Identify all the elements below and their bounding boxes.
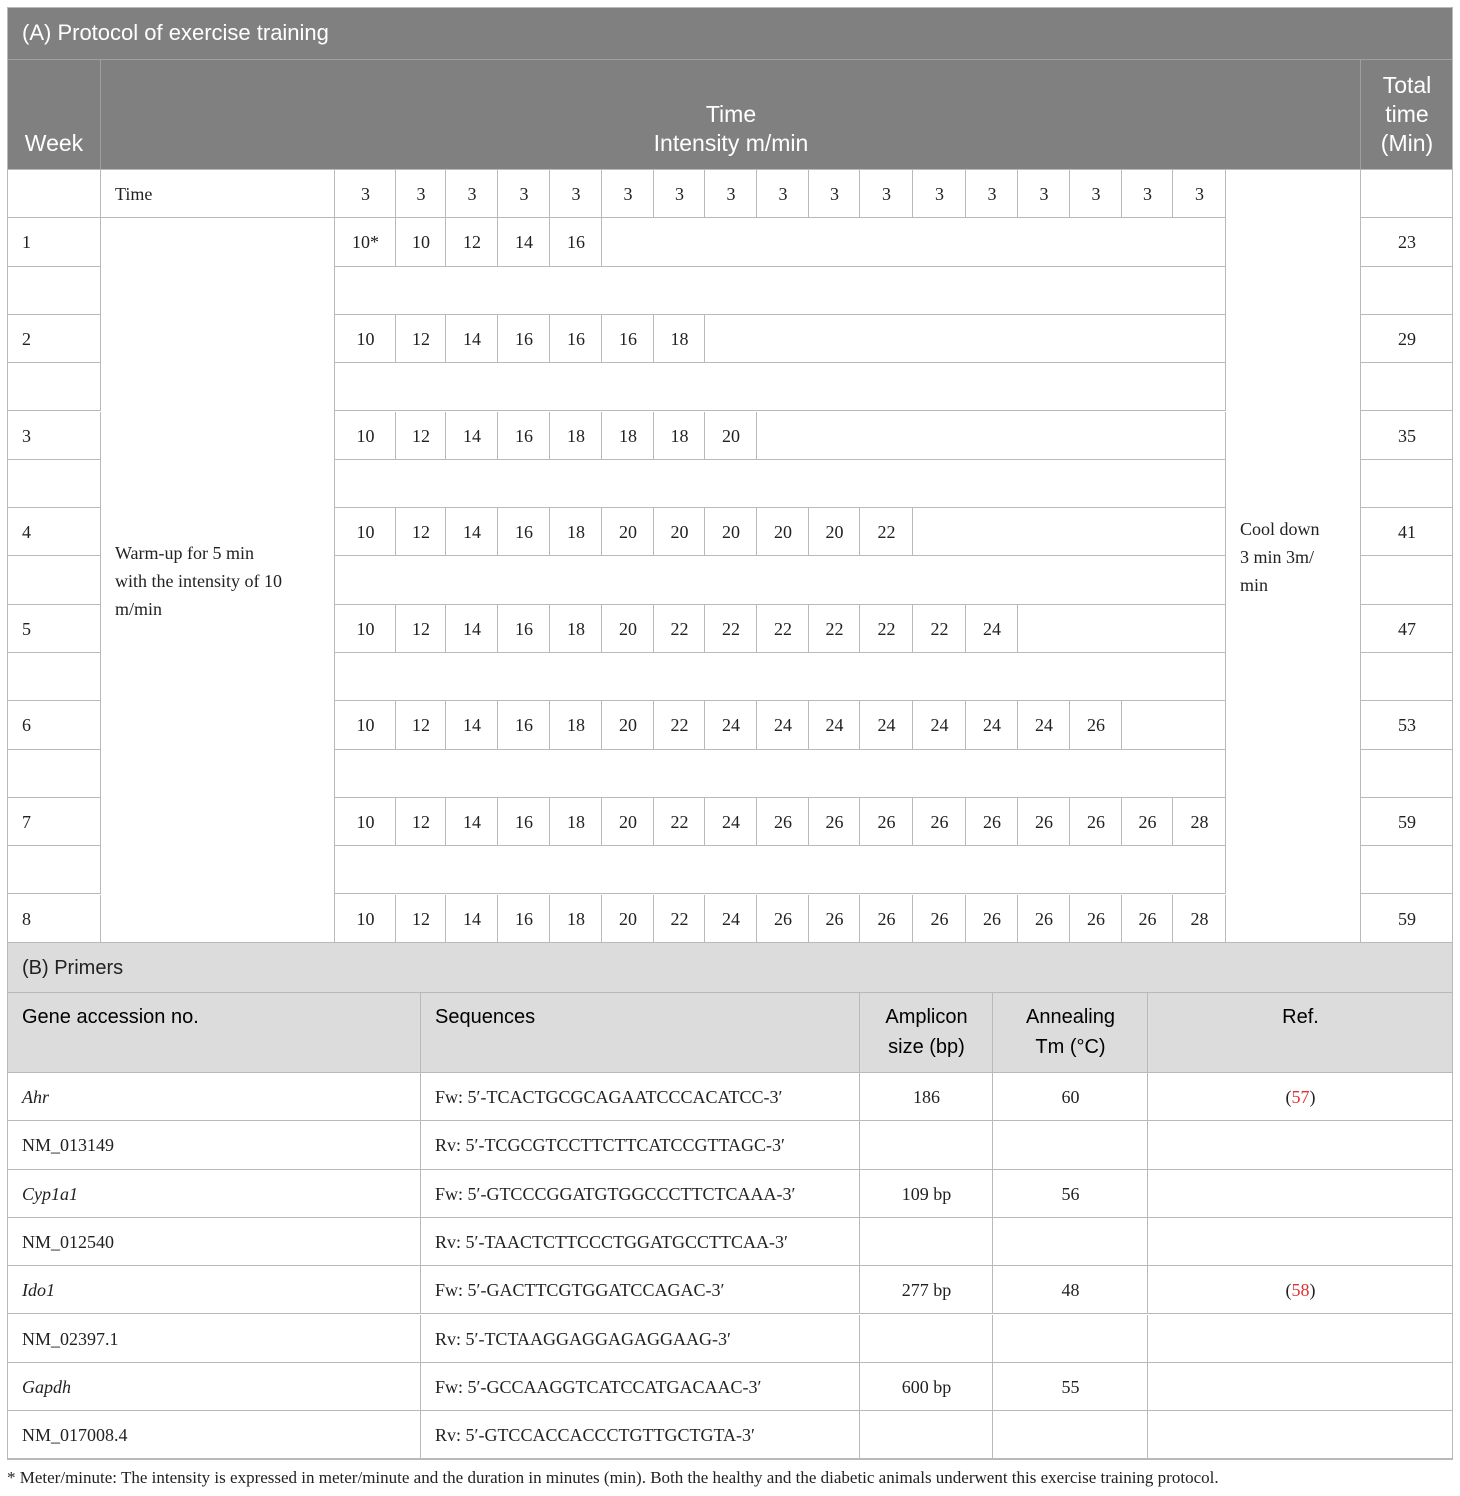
intensity-value: 24 [877,715,896,736]
gene-header: Gene accession no. [22,1006,199,1028]
intensity-value: 24 [722,715,740,736]
intensity-value: 10 [356,328,375,349]
intensity-value: 26 [877,811,896,832]
intensity-value: 26 [983,811,1001,832]
intensity-value: 26 [1035,908,1053,929]
intensity-value: 14 [463,328,481,349]
annealing-tm: 56 [1061,1183,1080,1204]
intensity-value: 20 [670,522,689,543]
intensity-value: 18 [567,618,585,639]
warmup-text: with the intensity of 10 [115,571,282,591]
week-total: 59 [1398,908,1416,929]
intensity-value: 24 [930,715,949,736]
intensity-value: 20 [619,618,637,639]
gene-name: Ido1 [22,1280,55,1301]
intensity-value: 24 [774,715,792,736]
intensity-value: 10 [356,908,375,929]
intensity-value: 14 [515,232,533,253]
time-value: 3 [467,184,477,204]
amplicon-header: Amplicon [885,1006,968,1028]
intensity-value: 12 [412,328,430,349]
intensity-value: 12 [412,908,430,929]
intensity-value: 18 [567,908,585,929]
week-number: 3 [22,425,31,446]
amplicon-size: 186 [913,1087,940,1107]
week-number: 7 [22,811,31,832]
annealing-tm: 55 [1061,1376,1080,1397]
intensity-value: 24 [825,715,844,736]
intensity-value: 20 [825,522,844,543]
intensity-value: 14 [463,811,481,832]
primer-sequence: Rv: 5′-TCGCGTCCTTCTTCATCCGTTAGC-3′ [435,1135,785,1156]
week-number: 8 [22,908,31,929]
time-value: 3 [519,184,529,204]
week-number: 6 [22,715,31,736]
time-value: 3 [675,184,684,204]
time-value: 3 [1091,184,1101,204]
primer-sequence: Fw: 5′-GACTTCGTGGATCCAGAC-3′ [435,1280,725,1301]
intensity-value: 26 [825,811,844,832]
intensity-value: 16 [619,328,637,349]
intensity-value: 22 [670,715,689,736]
annealing-header: Annealing [1026,1006,1115,1028]
cooldown-text: min [1240,575,1269,595]
primer-sequence: Rv: 5′-TAACTCTTCCCTGGATGCCTTCAA-3′ [435,1231,788,1252]
intensity-value: 18 [567,715,585,736]
time-value: 3 [778,184,788,204]
intensity-value: 24 [722,908,740,929]
intensity-value: 18 [619,425,637,446]
time-row-label: Time [115,184,153,204]
footnote: * Meter/minute: The intensity is expressed in meter/minute and the duration in minutes (min). Both the healthy and the diabetic animals underwent this exercise training protocol. [7,1468,1219,1487]
section-b-title: (B) Primers [22,957,124,979]
table-frame [7,7,1453,1460]
intensity-value: 26 [983,908,1001,929]
intensity-value: 10* [352,232,379,253]
intensity-value: 12 [412,618,430,639]
warmup-text: m/min [115,599,163,619]
intensity-value: 24 [1035,715,1053,736]
primer-sequence: Fw: 5′-TCACTGCGCAGAATCCCACATCC-3′ [435,1087,783,1107]
intensity-value: 20 [619,811,637,832]
intensity-value: 26 [1087,908,1105,929]
intensity-value: 16 [515,328,533,349]
gene-name: Gapdh [22,1376,71,1397]
intensity-value: 28 [1190,908,1209,929]
intensity-value: 10 [356,618,375,639]
intensity-value: 14 [463,908,481,929]
intensity-value: 10 [356,425,375,446]
intensity-value: 20 [619,908,637,929]
annealing-tm: 60 [1061,1087,1080,1107]
primer-sequence: Rv: 5′-GTCCACCACCCTGTTGCTGTA-3′ [435,1425,755,1446]
time-value: 3 [987,184,997,204]
intensity-value: 16 [515,908,533,929]
intensity-value: 26 [1035,811,1053,832]
time-value: 3 [830,184,839,204]
intensity-value: 26 [774,908,792,929]
amplicon-header: size (bp) [888,1036,965,1058]
time-value: 3 [571,184,581,204]
annealing-header: Tm (°C) [1035,1036,1106,1058]
intensity-value: 22 [722,618,740,639]
intensity-value: 16 [567,328,585,349]
gene-name: Ahr [22,1087,49,1107]
time-value: 3 [882,184,891,204]
gene-name: NM_012540 [22,1231,115,1252]
intensity-value: 26 [930,908,949,929]
intensity-value: 12 [412,522,430,543]
intensity-value: 12 [463,232,481,253]
week-header: Week [24,130,84,156]
intensity-value: 24 [722,811,740,832]
cooldown-text: 3 min 3m/ [1240,547,1315,567]
amplicon-size: 277 bp [901,1280,952,1301]
intensity-value: 20 [619,522,637,543]
intensity-value: 24 [983,618,1001,639]
intensity-value: 16 [515,522,533,543]
week-total: 41 [1398,522,1416,543]
intensity-value: 20 [722,425,740,446]
time-value: 3 [1195,184,1204,204]
intensity-value: 26 [1087,715,1105,736]
intensity-value: 26 [1138,811,1157,832]
intensity-value: 22 [930,618,949,639]
reference-link: (57) [1285,1087,1316,1107]
intensity-value: 18 [567,811,585,832]
intensity-value: 10 [412,232,430,253]
intensity-value: 22 [670,811,689,832]
intensity-value: 16 [515,618,533,639]
warmup-text: Warm-up for 5 min [115,543,255,563]
week-total: 35 [1398,425,1416,446]
intensity-value: 26 [1087,811,1105,832]
intensity-value: 26 [825,908,844,929]
gene-name: NM_017008.4 [22,1425,128,1446]
gene-name: NM_013149 [22,1135,115,1156]
intensity-value: 18 [567,425,585,446]
total-header: Total [1382,72,1432,98]
time-value: 3 [623,184,633,204]
intensity-value: 22 [670,908,689,929]
intensity-value: 14 [463,522,481,543]
intensity-value: 26 [1138,908,1157,929]
cooldown-text: Cool down [1240,519,1320,539]
time-header: Time [705,101,757,127]
intensity-value: 16 [515,425,533,446]
intensity-value: 10 [356,715,375,736]
intensity-value: 22 [877,618,896,639]
intensity-value: 14 [463,618,481,639]
primer-sequence: Rv: 5′-TCTAAGGAGGAGAGGAAG-3′ [435,1328,731,1349]
intensity-value: 16 [515,715,533,736]
intensity-value: 22 [877,522,896,543]
intensity-value: 20 [722,522,740,543]
primer-sequence: Fw: 5′-GTCCCGGATGTGGCCCTTCTCAAA-3′ [435,1183,796,1204]
intensity-value: 22 [774,618,792,639]
reference-link: (58) [1285,1280,1316,1301]
intensity-value: 16 [567,232,585,253]
annealing-tm: 48 [1061,1280,1080,1301]
intensity-value: 22 [825,618,844,639]
intensity-value: 26 [774,811,792,832]
time-value: 3 [1143,184,1152,204]
week-total: 23 [1398,232,1416,253]
week-number: 2 [22,328,31,349]
ref-header: Ref. [1282,1006,1319,1028]
intensity-value: 10 [356,811,375,832]
week-total: 59 [1398,811,1416,832]
week-number: 1 [22,232,31,253]
time-value: 3 [935,184,944,204]
total-header: time [1385,101,1429,127]
intensity-value: 18 [670,328,689,349]
time-value: 3 [416,184,426,204]
gene-name: NM_02397.1 [22,1328,119,1349]
intensity-value: 12 [412,811,430,832]
amplicon-size: 109 bp [901,1183,952,1204]
section-a-title: (A) Protocol of exercise training [22,20,329,45]
intensity-value: 26 [877,908,896,929]
time-value: 3 [726,184,736,204]
intensity-value: 16 [515,811,533,832]
intensity-value: 24 [983,715,1001,736]
week-total: 47 [1398,618,1416,639]
intensity-value: 20 [619,715,637,736]
primer-sequence: Fw: 5′-GCCAAGGTCATCCATGACAAC-3′ [435,1376,762,1397]
total-header: (Min) [1380,130,1434,156]
intensity-value: 12 [412,715,430,736]
intensity-value: 28 [1190,811,1209,832]
week-number: 5 [22,618,31,639]
week-number: 4 [22,522,31,543]
intensity-header: Intensity m/min [653,130,809,156]
intensity-value: 20 [774,522,792,543]
intensity-value: 12 [412,425,430,446]
week-total: 53 [1398,715,1416,736]
intensity-value: 10 [356,522,375,543]
intensity-value: 26 [930,811,949,832]
time-value: 3 [361,184,370,204]
amplicon-size: 600 bp [901,1376,952,1397]
gene-name: Cyp1a1 [22,1183,78,1204]
time-value: 3 [1039,184,1049,204]
intensity-value: 14 [463,425,481,446]
intensity-value: 22 [670,618,689,639]
sequences-header: Sequences [435,1006,536,1028]
intensity-value: 18 [670,425,689,446]
week-total: 29 [1398,328,1416,349]
intensity-value: 14 [463,715,481,736]
intensity-value: 18 [567,522,585,543]
